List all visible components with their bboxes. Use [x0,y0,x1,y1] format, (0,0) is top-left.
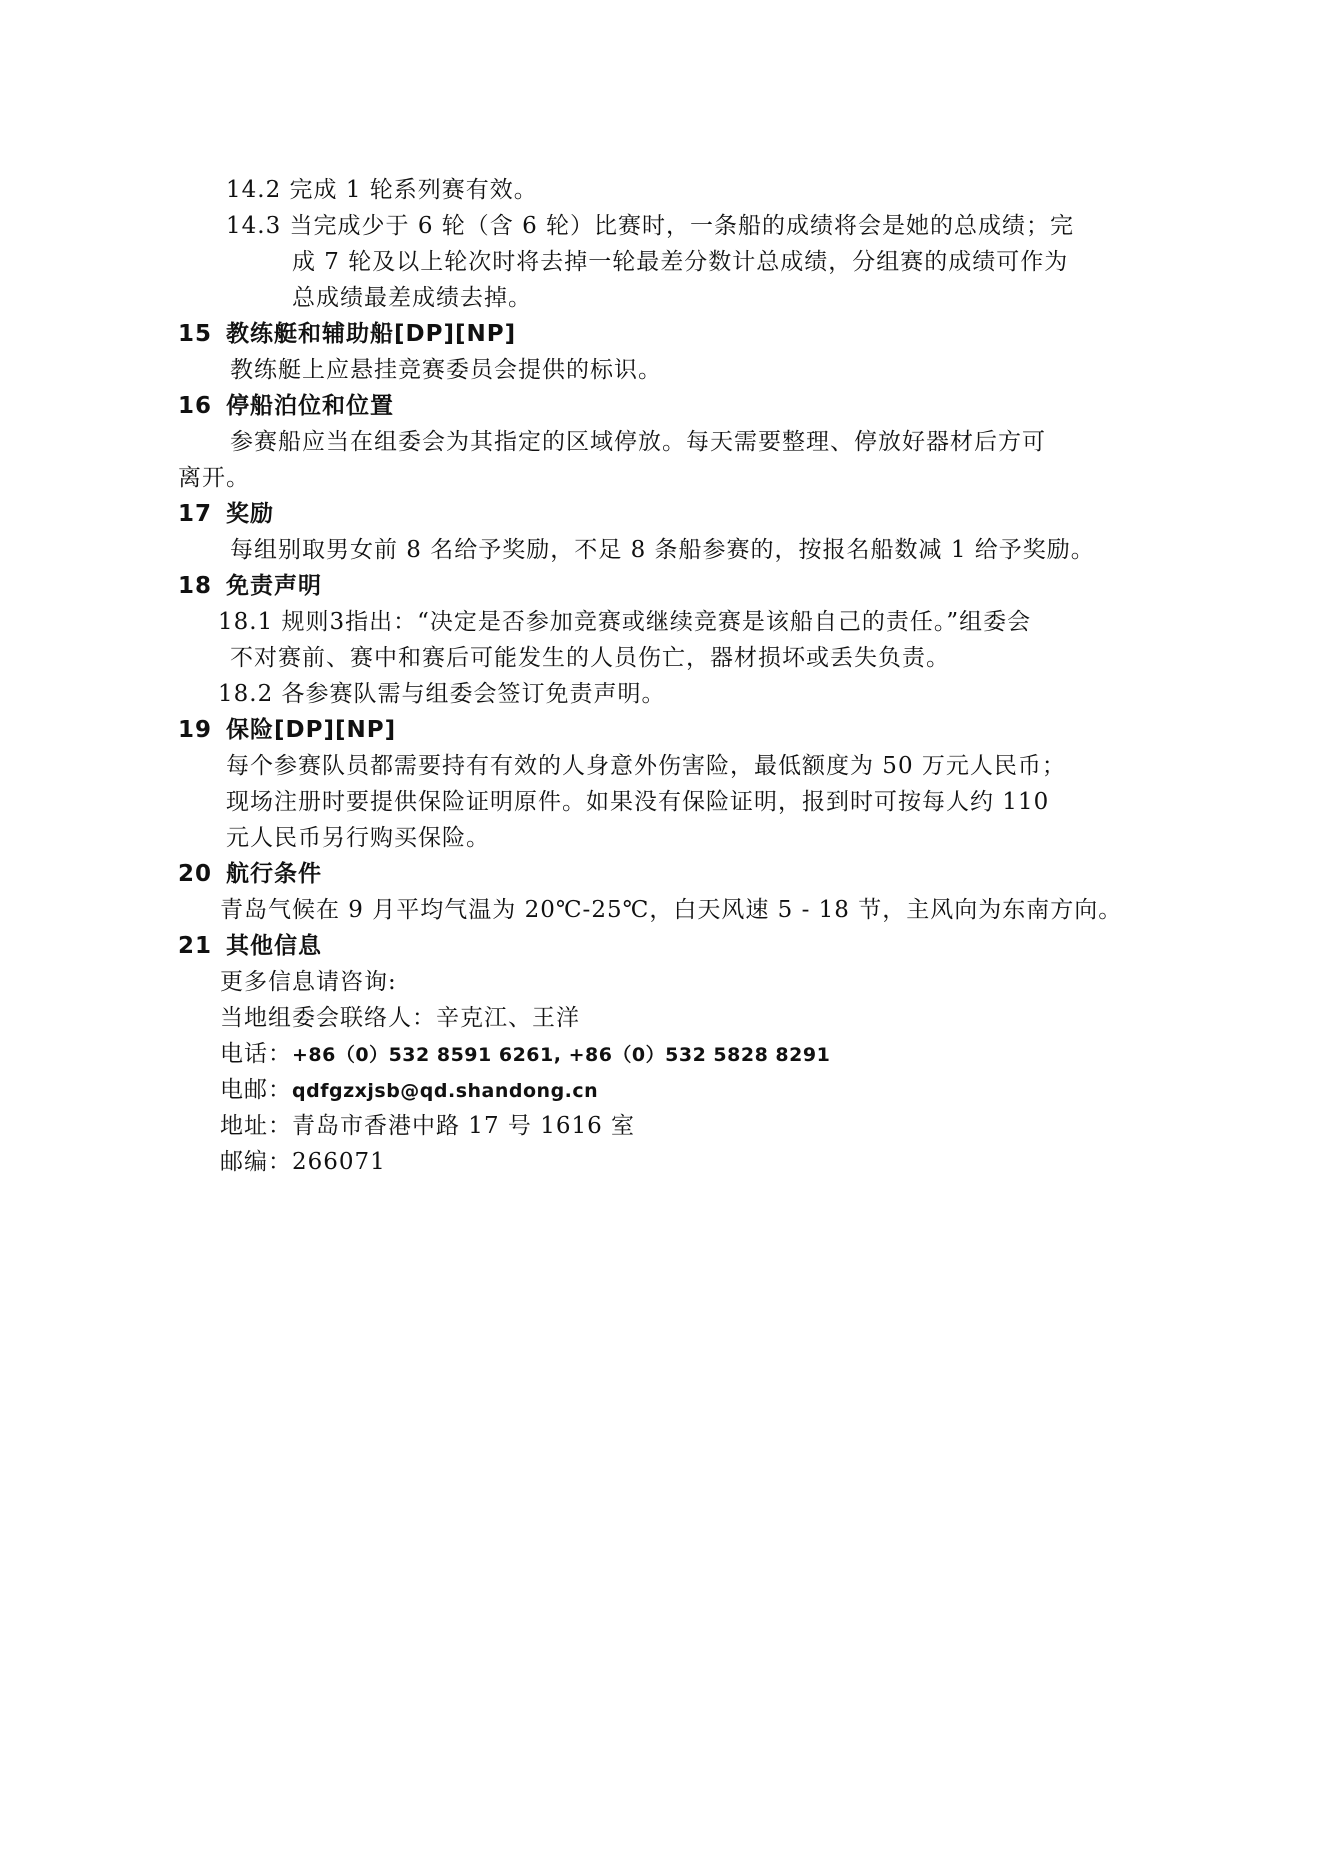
rule-14-3-line-1: 14.3 当完成少于 6 轮（含 6 轮）比赛时，一条船的成绩将会是她的总成绩；完 [226,213,1075,239]
section-15-heading [178,316,516,352]
section-21-heading [178,928,322,964]
section-19-text-line-1: 每个参赛队员都需要持有有效的人身意外伤害险，最低额度为 50 万元人民币； [226,753,1066,779]
rule-14-3-line-2: 成 7 轮及以上轮次时将去掉一轮最差分数计总成绩，分组赛的成绩可作为 [292,249,1069,275]
rule-18-1-line-2: 不对赛前、赛中和赛后可能发生的人员伤亡，器材损坏或丢失负责。 [230,645,950,671]
section-19-text-line-2: 现场注册时要提供保险证明原件。如果没有保险证明，报到时可按每人约 110 [226,789,1050,815]
section-19-text-line-3: 元人民币另行购买保险。 [226,825,490,851]
rule-18-1-line-1: 18.1 规则3指出：“决定是否参加竞赛或继续竞赛是该船自己的责任。”组委会 [218,609,1032,635]
section-16-heading [178,388,394,424]
more-info-text: 更多信息请咨询: [220,969,397,995]
address-line: 地址：青岛市香港中路 17 号 1616 室 [220,1113,636,1139]
phone-line [220,1036,830,1073]
section-number: 19 [178,717,213,743]
phone-numbers: +86（0）532 8591 6261, +86（0）532 5828 8291 [292,1044,831,1066]
section-title: 免责声明 [226,573,322,599]
section-15-text: 教练艇上应悬挂竞赛委员会提供的标识。 [230,357,662,383]
phone-label: 电话： [220,1041,292,1067]
section-19-heading [178,712,396,748]
postcode-line: 邮编：266071 [220,1149,386,1175]
section-title: 教练艇和辅助船[DP][NP] [226,321,517,347]
contact-person: 当地组委会联络人：辛克江、王洋 [220,1005,580,1031]
rule-14-2: 14.2 完成 1 轮系列赛有效。 [226,177,538,203]
rule-18-2: 18.2 各参赛队需与组委会签订免责声明。 [218,681,666,707]
section-number: 20 [178,861,213,887]
section-17-text: 每组别取男女前 8 名给予奖励，不足 8 条船参赛的，按报名船数减 1 给予奖励。 [230,537,1095,563]
section-number: 21 [178,933,213,959]
email-line [220,1072,598,1109]
section-title: 航行条件 [226,861,322,887]
email-address[interactable]: qdfgzxjsb@qd.shandong.cn [292,1080,599,1102]
section-number: 18 [178,573,213,599]
email-label: 电邮： [220,1077,292,1103]
section-16-text-line-2: 离开。 [178,465,250,491]
section-number: 15 [178,321,213,347]
section-title: 保险[DP][NP] [226,717,397,743]
section-title: 其他信息 [226,933,322,959]
section-number: 17 [178,501,213,527]
rule-14-3-line-3: 总成绩最差成绩去掉。 [292,285,532,311]
section-17-heading [178,496,274,532]
section-16-text-line-1: 参赛船应当在组委会为其指定的区域停放。每天需要整理、停放好器材后方可 [230,429,1046,455]
section-20-heading [178,856,322,892]
section-18-heading [178,568,322,604]
section-number: 16 [178,393,213,419]
section-title: 奖励 [226,501,274,527]
section-title: 停船泊位和位置 [226,393,394,419]
section-20-text: 青岛气候在 9 月平均气温为 20℃-25℃，白天风速 5 - 18 节，主风向为东南方向。 [220,897,1123,923]
